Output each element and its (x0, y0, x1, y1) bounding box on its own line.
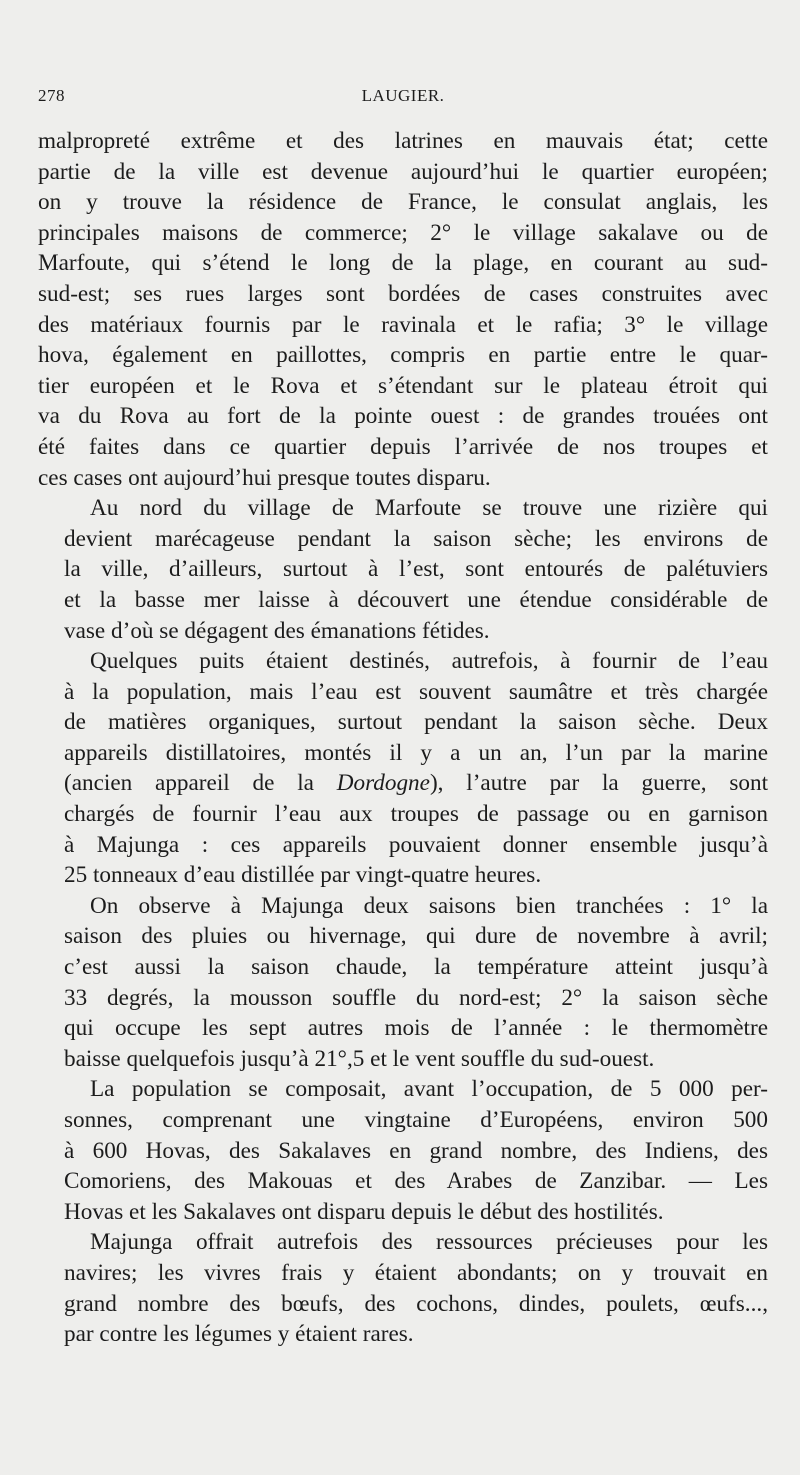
text-line: On observe à Majunga deux saisons bien tranchées : 1° la (90, 892, 768, 919)
text-line: la ville, d’ailleurs, surtout à l’est, sont entourés de palétuviers (64, 556, 768, 583)
text-line: sonnes, comprenant une vingtaine d’Européens, environ 500 (64, 1107, 768, 1133)
text-line: Au nord du village de Marfoute se trouve une rizière qui (90, 495, 768, 522)
paragraph (38, 891, 768, 1075)
text-line: on y trouve la résidence de France, le consulat anglais, les (38, 189, 768, 216)
text-line: Marfoute, qui s’étend le long de la plage, en courant au sud- (38, 250, 768, 277)
text-line: de matières organiques, surtout pendant la saison sèche. Deux (64, 709, 768, 736)
text-line: baisse quelquefois jusqu’à 21°,5 et le vent souffle du sud-ouest. (64, 1045, 655, 1072)
running-head: LAUGIER. (361, 86, 445, 105)
text-line: à Majunga : ces appareils pouvaient donner ensemble jusqu’à (64, 831, 768, 858)
text-line: navires; les vivres frais y étaient abondants; on y trouvait en (64, 1259, 768, 1286)
text-line: par contre les légumes y étaient rares. (64, 1321, 414, 1348)
text-line: ces cases ont aujourd’hui presque toutes disparu. (38, 464, 491, 491)
page-number: 278 (38, 86, 65, 105)
text-line: va du Rova au fort de la pointe ouest : de grandes trouées ont (38, 403, 768, 430)
text-line: Hovas et les Sakalaves ont disparu depuis le début des hostilités. (64, 1198, 664, 1225)
text-line: Majunga offrait autrefois des ressources précieuses pour les (90, 1229, 768, 1256)
text-line: 33 degrés, la mousson souffle du nord-est; 2° la saison sèche (64, 984, 768, 1011)
text-line: (ancien appareil de la Dordogne), l’autre par la guerre, sont (64, 770, 769, 797)
paragraph (38, 646, 768, 891)
text-line: devient marécageuse pendant la saison sèche; les environs de (64, 525, 768, 552)
paragraph (38, 1227, 768, 1349)
text-line: appareils distillatoires, montés il y a un an, l’un par la marine (64, 739, 768, 766)
text-line: sud-est; ses rues larges sont bordées de cases construites avec (38, 280, 768, 307)
text-line: saison des pluies ou hivernage, qui dure de novembre à avril; (64, 923, 768, 950)
text-line: à la population, mais l’eau est souvent saumâtre et très chargée (64, 678, 768, 705)
text-line: qui occupe les sept autres mois de l’année : le thermomètre (64, 1015, 768, 1042)
text-line: des matériaux fournis par le ravinala et le rafia; 3° le village (38, 311, 768, 338)
text-line: été faites dans ce quartier depuis l’arrivée de nos troupes et (38, 433, 768, 460)
text-line: Quelques puits étaient destinés, autrefois, à fournir de l’eau (90, 648, 768, 675)
paragraph (38, 1074, 768, 1227)
text-line: à 600 Hovas, des Sakalaves en grand nombre, des Indiens, des (64, 1137, 768, 1164)
paragraph (38, 493, 768, 646)
text-line: tier européen et le Rova et s’étendant sur le plateau étroit qui (38, 372, 768, 399)
body-text (38, 126, 768, 1350)
text-line: vase d’où se dégagent des émanations fétides. (64, 617, 490, 644)
text-line: c’est aussi la saison chaude, la température atteint jusqu’à (64, 954, 768, 981)
text-line: et la basse mer laisse à découvert une étendue considérable de (64, 586, 768, 613)
text-line: malpropreté extrême et des latrines en mauvais état; cette (38, 128, 768, 154)
page-header (38, 86, 768, 110)
text-line: chargés de fournir l’eau aux troupes de passage ou en garnison (64, 801, 768, 828)
text-line: Comoriens, des Makouas et des Arabes de Zanzibar. — Les (64, 1168, 768, 1195)
text-line: grand nombre des bœufs, des cochons, dindes, poulets, œufs..., (64, 1290, 768, 1317)
text-line: 25 tonneaux d’eau distillée par vingt-quatre heures. (64, 862, 542, 889)
text-line: hova, également en paillottes, compris en partie entre le quar- (38, 342, 768, 369)
text-line: partie de la ville est devenue aujourd’hui le quartier européen; (38, 158, 768, 185)
paragraph (38, 126, 768, 493)
text-line: principales maisons de commerce; 2° le village sakalave ou de (38, 219, 768, 246)
text-line: La population se composait, avant l’occupation, de 5 000 per- (90, 1076, 768, 1103)
